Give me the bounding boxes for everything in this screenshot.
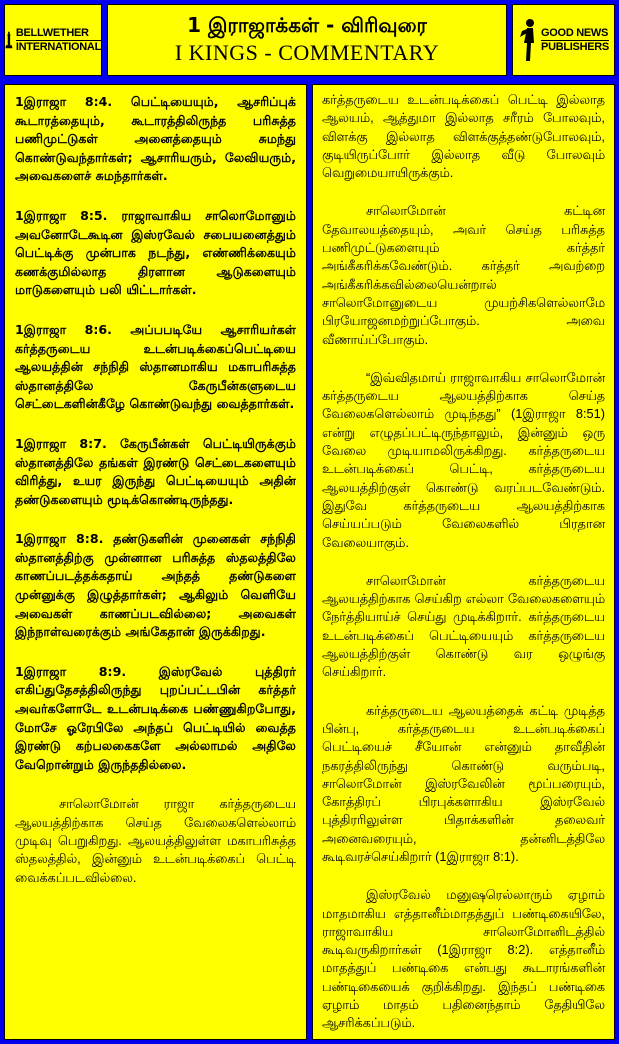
logo-left-line1: BELLWETHER — [16, 27, 101, 41]
logo-left-line2: INTERNATIONAL — [15, 40, 101, 53]
right-column — [312, 84, 615, 1040]
good-news-logo — [512, 4, 615, 76]
commentary-paragraph: சாலொமோன் ராஜா கர்த்தருடைய ஆலயத்திற்காக செய்த வேலைகளெல்லாம் முடிவு பெறுகிறது. ஆலயத்திலுள்ள மகாபரிசுத்த ஸ்தலத்தில், இன்னும் உடன்படிக்கைப் பெட்டி வைக்கப்படவில்லை. — [15, 796, 296, 885]
commentary-paragraph-2: சாலொமோன் கட்டின தேவாலயத்தையும், அவர் செய்த பரிசுத்த பணிமுட்டுகளையும் கர்த்தர் அங்கீகரிக்கவேண்டும். கர்த்தர் அவற்றை அங்கீகரிக்கவில்லையென்றால் சாலொமோனுடைய முயற்சிகளெல்லாமே பிரயோஜனமற்றுப்போகும். அவை வீணாய்ப்போகும். — [322, 203, 605, 347]
bellwether-logo-text — [16, 27, 101, 54]
title-tamil: 1 இராஜாக்கள் - விரிவுரை — [187, 13, 427, 37]
title-banner — [107, 4, 507, 76]
good-news-logo-text — [541, 27, 609, 54]
verse-8-9: 1இராஜா 8:9. இஸ்ரவேல் புத்திரர் எகிப்துதேசத்திலிருந்து புறப்பட்டபின் கர்த்தர் அவர்களோடே உடன்படிக்கை பண்ணுகிறபோது, மோசே ஓரேபிலே அந்தப் பெட்டியில் வைத்த இரண்டு கற்பலகைகளே அல்லாமல் அதிலே வேறொன்றும் இருந்ததில்லை. — [15, 663, 296, 772]
good-news-person-icon — [518, 17, 538, 63]
logo-right-line1: GOOD NEWS — [541, 26, 609, 39]
commentary-paragraph-5: கர்த்தருடைய ஆலயத்தைக் கட்டி முடித்த பின்பு, கர்த்தருடைய உடன்படிக்கைப் பெட்டியைச் சீயோன் என்னும் தாவீதின் நகரத்திலிருந்து கொண்டு வரும்படி, சாலொமோன் இஸ்ரவேலின் மூப்பரையும், கோத்திரப் பிரபுக்களாகிய இஸ்ரவேல் புத்திரரிலுள்ள பிதாக்களின் தலைவர் அனைவரையும், தன்னிடத்திலே கூடிவரச்செய்கிறார் (1இராஜா 8:1). — [322, 702, 605, 864]
commentary-paragraph-4: சாலொமோன் கர்த்தருடைய ஆலயத்திற்காக செய்கிற எல்லா வேலைகளையும் நேர்த்தியாய்ச் செய்து முடிக்கிறார். கர்த்தருடைய உடன்படிக்கைப் பெட்டியையும் கர்த்தருடைய ஆலயத்திற்குள் கொண்டு வர ஒழுங்கு செய்கிறார். — [322, 572, 605, 680]
verse-8-6: 1இராஜா 8:6. அப்பபடியே ஆசாரியர்கள் கர்த்தருடைய உடன்படிக்கைப்பெட்டியை ஆலயத்தின் சந்நிதி ஸ்தானமாகிய மகாபரிசுத்த ஸ்தானத்திலே கேருபீன்களுடைய செட்டைகளின்கீழே கொண்டுவந்து வைத்தார்கள். — [15, 321, 296, 412]
verse-8-5: 1இராஜா 8:5. ராஜாவாகிய சாலொமோனும் அவனோடேகூடின இஸ்ரவேல் சபையனைத்தும் பெட்டிக்கு முன்பாக நடந்து, எண்ணிக்கையும் கணக்குமில்லாத திரளான ஆடுகளையும் மாடுகளையும் பலி யிட்டார்கள். — [15, 207, 296, 298]
commentary-paragraph-1: கர்த்தருடைய உடன்படிக்கைப் பெட்டி இல்லாத ஆலயம், ஆத்துமா இல்லாத சரீரம் போலவும், விளக்கு இல்லாத விளக்குத்தண்டுபோலவும், குடியிருப்போர் இல்லாத வீடு போலவும் வெறுமையாயிருக்கும். — [322, 92, 605, 181]
commentary-paragraph-6: இஸ்ரவேல் மனுஷரெல்லாரும் ஏழாம் மாதமாகிய எத்தானீம்மாதத்துப் பண்டிகையிலே, ராஜாவாகிய சாலொமோனிடத்தில் கூடிவருகிறார்கள் (1இராஜா 8:2). எத்தானீம் மாதத்துப் பண்டிகை என்பது கூடாரங்களின் பண்டிகையைக் குறிக்கிறது. இந்தப் பண்டிகை ஏழாம் மாதம் பதினைந்தாம் தேதியிலே ஆசரிக்கப்படும். — [322, 887, 605, 1031]
verse-8-4: 1இராஜா 8:4. பெட்டியையும், ஆசரிப்புக் கூடாரத்தையும், கூடாரத்திலிருந்த பரிசுத்த பணிமுட்டுகள் அனைத்தையும் சுமந்து கொண்டுவந்தார்கள்; ஆசாரியரும், லேவியரும், அவைகளைச் சுமந்தார்கள். — [15, 94, 296, 184]
bellwether-logo — [4, 4, 102, 76]
verse-8-7: 1இராஜா 8:7. கேருபீன்கள் பெட்டியிருக்கும் ஸ்தானத்திலே தங்கள் இரண்டு செட்டைகளையும் விரித்து, உயர இருந்து பெட்டியையும் அதின் தண்டுகளையும் மூடிக்கொண்டிருந்தது. — [15, 435, 296, 507]
bellwether-tower-icon — [5, 17, 13, 63]
verse-8-8: 1இராஜா 8:8. தண்டுகளின் முனைகள் சந்நிதி ஸ்தானத்திற்கு முன்னான பரிசுத்த ஸ்தலத்திலே காணப்படத்தக்கதாய் அந்தத் தண்டுகளை முன்னுக்கு இழுத்தார்கள்; ஆகிலும் வெளியே அவைகள் காணப்படவில்லை; அவைகள் இந்நாள்வரைக்கும் அங்கேதான் இருக்கிறது. — [15, 531, 296, 640]
title-english: I KINGS - COMMENTARY — [174, 40, 440, 65]
logo-right-line2: PUBLISHERS — [541, 40, 609, 53]
commentary-paragraph-3: “இவ்விதமாய் ராஜாவாகிய சாலொமோன் கர்த்தருடைய ஆலயத்திற்காக செய்த வேலைகளெல்லாம் முடிந்தது” (1இராஜா 8:51) என்று எழுதப்பட்டிருந்தாலும், இன்னும் ஒரு வேலை முடியாமலிருக்கிறது. கர்த்தருடைய உடன்படிக்கைப் பெட்டி, கர்த்தருடைய ஆலயத்திற்குள் கொண்டு வரப்படவேண்டும். இதுவே கர்த்தருடைய ஆலயத்திற்காக செய்யப்படும் வேலைகளில் பிரதான வேலையாகும். — [322, 369, 605, 550]
left-column — [4, 84, 307, 1040]
